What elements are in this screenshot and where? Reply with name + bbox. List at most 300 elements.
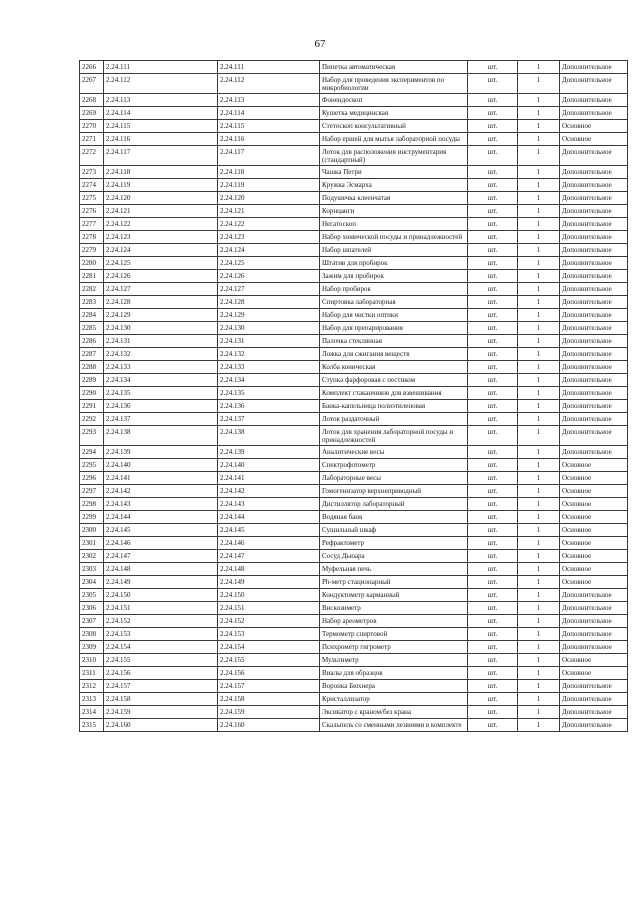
quantity-cell: 1 (518, 693, 560, 706)
table-row (80, 511, 628, 524)
item-code-cell: 2.24.152 (104, 615, 218, 628)
row-number-cell: 2309 (80, 641, 104, 654)
item-name-cell: Стетоскоп консультативный (320, 120, 468, 133)
item-code-duplicate-cell: 2.24.125 (218, 257, 320, 270)
unit-cell: шт. (468, 120, 518, 133)
row-number-cell: 2271 (80, 133, 104, 146)
table-row (80, 446, 628, 459)
item-code-duplicate-cell: 2.24.120 (218, 192, 320, 205)
item-code-duplicate-cell: 2.24.158 (218, 693, 320, 706)
table-row (80, 485, 628, 498)
unit-cell: шт. (468, 218, 518, 231)
category-cell: Дополнительное (560, 205, 628, 218)
item-code-cell: 2.24.126 (104, 270, 218, 283)
item-name-cell: Подушечка клеенчатая (320, 192, 468, 205)
category-cell: Дополнительное (560, 602, 628, 615)
unit-cell: шт. (468, 257, 518, 270)
item-code-cell: 2.24.120 (104, 192, 218, 205)
table-row (80, 524, 628, 537)
quantity-cell: 1 (518, 426, 560, 446)
quantity-cell: 1 (518, 361, 560, 374)
row-number-cell: 2314 (80, 706, 104, 719)
table-row (80, 426, 628, 446)
table-row (80, 602, 628, 615)
item-code-cell: 2.24.125 (104, 257, 218, 270)
item-code-duplicate-cell: 2.24.138 (218, 426, 320, 446)
table-row (80, 120, 628, 133)
item-code-duplicate-cell: 2.24.153 (218, 628, 320, 641)
quantity-cell: 1 (518, 94, 560, 107)
item-code-duplicate-cell: 2.24.154 (218, 641, 320, 654)
unit-cell: шт. (468, 244, 518, 257)
category-cell: Основное (560, 133, 628, 146)
category-cell: Дополнительное (560, 244, 628, 257)
item-name-cell: Водяная баня (320, 511, 468, 524)
equipment-table (79, 60, 628, 732)
unit-cell: шт. (468, 446, 518, 459)
item-name-cell: Муфельная печь (320, 563, 468, 576)
unit-cell: шт. (468, 270, 518, 283)
item-name-cell: Кондуктометр карманный (320, 589, 468, 602)
category-cell: Дополнительное (560, 361, 628, 374)
quantity-cell: 1 (518, 576, 560, 589)
item-name-cell: Скальпель со сменными лезвиями в комплекте (320, 719, 468, 732)
category-cell: Дополнительное (560, 231, 628, 244)
item-code-cell: 2.24.150 (104, 589, 218, 602)
item-name-cell: Аналитические весы (320, 446, 468, 459)
quantity-cell: 1 (518, 563, 560, 576)
table-row (80, 615, 628, 628)
category-cell: Основное (560, 120, 628, 133)
item-code-duplicate-cell: 2.24.130 (218, 322, 320, 335)
quantity-cell: 1 (518, 205, 560, 218)
row-number-cell: 2304 (80, 576, 104, 589)
unit-cell: шт. (468, 146, 518, 166)
category-cell: Дополнительное (560, 387, 628, 400)
quantity-cell: 1 (518, 133, 560, 146)
table-row (80, 205, 628, 218)
quantity-cell: 1 (518, 524, 560, 537)
unit-cell: шт. (468, 706, 518, 719)
unit-cell: шт. (468, 576, 518, 589)
unit-cell: шт. (468, 166, 518, 179)
item-code-duplicate-cell: 2.24.147 (218, 550, 320, 563)
quantity-cell: 1 (518, 146, 560, 166)
category-cell: Основное (560, 498, 628, 511)
row-number-cell: 2312 (80, 680, 104, 693)
item-name-cell: Вискозиметр (320, 602, 468, 615)
item-name-cell: Сосуд Дьюара (320, 550, 468, 563)
unit-cell: шт. (468, 133, 518, 146)
item-name-cell: Воронка Бюхнера (320, 680, 468, 693)
item-code-cell: 2.24.145 (104, 524, 218, 537)
item-name-cell: Ложка для сжигания веществ (320, 348, 468, 361)
quantity-cell: 1 (518, 218, 560, 231)
item-code-duplicate-cell: 2.24.140 (218, 459, 320, 472)
item-code-duplicate-cell: 2.24.132 (218, 348, 320, 361)
quantity-cell: 1 (518, 706, 560, 719)
row-number-cell: 2297 (80, 485, 104, 498)
unit-cell: шт. (468, 537, 518, 550)
item-code-cell: 2.24.132 (104, 348, 218, 361)
table-row (80, 589, 628, 602)
category-cell: Дополнительное (560, 680, 628, 693)
category-cell: Дополнительное (560, 615, 628, 628)
table-row (80, 74, 628, 94)
item-code-duplicate-cell: 2.24.160 (218, 719, 320, 732)
row-number-cell: 2298 (80, 498, 104, 511)
unit-cell: шт. (468, 231, 518, 244)
quantity-cell: 1 (518, 107, 560, 120)
unit-cell: шт. (468, 426, 518, 446)
table-row (80, 387, 628, 400)
item-code-duplicate-cell: 2.24.119 (218, 179, 320, 192)
item-code-cell: 2.24.156 (104, 667, 218, 680)
item-code-cell: 2.24.158 (104, 693, 218, 706)
item-code-duplicate-cell: 2.24.155 (218, 654, 320, 667)
unit-cell: шт. (468, 205, 518, 218)
unit-cell: шт. (468, 179, 518, 192)
unit-cell: шт. (468, 524, 518, 537)
unit-cell: шт. (468, 602, 518, 615)
item-code-duplicate-cell: 2.24.144 (218, 511, 320, 524)
quantity-cell: 1 (518, 485, 560, 498)
item-name-cell: Виалы для образцов (320, 667, 468, 680)
row-number-cell: 2270 (80, 120, 104, 133)
item-code-duplicate-cell: 2.24.124 (218, 244, 320, 257)
category-cell: Дополнительное (560, 257, 628, 270)
table-row (80, 719, 628, 732)
item-code-cell: 2.24.143 (104, 498, 218, 511)
row-number-cell: 2295 (80, 459, 104, 472)
category-cell: Дополнительное (560, 413, 628, 426)
unit-cell: шт. (468, 550, 518, 563)
item-code-cell: 2.24.116 (104, 133, 218, 146)
row-number-cell: 2280 (80, 257, 104, 270)
table-row (80, 296, 628, 309)
table-row (80, 563, 628, 576)
unit-cell: шт. (468, 361, 518, 374)
item-name-cell: Лоток для расположения инструментария (стандартный) (320, 146, 468, 166)
row-number-cell: 2266 (80, 61, 104, 74)
unit-cell: шт. (468, 680, 518, 693)
row-number-cell: 2294 (80, 446, 104, 459)
row-number-cell: 2275 (80, 192, 104, 205)
item-code-cell: 2.24.111 (104, 61, 218, 74)
quantity-cell: 1 (518, 348, 560, 361)
quantity-cell: 1 (518, 374, 560, 387)
quantity-cell: 1 (518, 257, 560, 270)
item-name-cell: Набор ареометров (320, 615, 468, 628)
item-name-cell: Психрометр гигрометр (320, 641, 468, 654)
category-cell: Дополнительное (560, 589, 628, 602)
quantity-cell: 1 (518, 166, 560, 179)
item-code-cell: 2.24.159 (104, 706, 218, 719)
category-cell: Дополнительное (560, 426, 628, 446)
item-code-duplicate-cell: 2.24.145 (218, 524, 320, 537)
item-code-duplicate-cell: 2.24.143 (218, 498, 320, 511)
table-row (80, 231, 628, 244)
item-code-cell: 2.24.141 (104, 472, 218, 485)
item-code-duplicate-cell: 2.24.134 (218, 374, 320, 387)
unit-cell: шт. (468, 61, 518, 74)
item-name-cell: Лоток для хранения лабораторной посуды и принадлежностей (320, 426, 468, 446)
quantity-cell: 1 (518, 400, 560, 413)
item-name-cell: Набор ершей для мытья лабораторной посуды (320, 133, 468, 146)
row-number-cell: 2293 (80, 426, 104, 446)
table-row (80, 641, 628, 654)
item-name-cell: Фонендоскоп (320, 94, 468, 107)
item-name-cell: Банка-капельница полиэтиленовая (320, 400, 468, 413)
row-number-cell: 2267 (80, 74, 104, 94)
item-code-duplicate-cell: 2.24.150 (218, 589, 320, 602)
item-code-cell: 2.24.160 (104, 719, 218, 732)
row-number-cell: 2311 (80, 667, 104, 680)
category-cell: Дополнительное (560, 693, 628, 706)
quantity-cell: 1 (518, 550, 560, 563)
item-code-cell: 2.24.155 (104, 654, 218, 667)
unit-cell: шт. (468, 296, 518, 309)
item-name-cell: Набор шпателей (320, 244, 468, 257)
item-code-cell: 2.24.136 (104, 400, 218, 413)
item-name-cell: Дистиллятор лабораторный (320, 498, 468, 511)
row-number-cell: 2287 (80, 348, 104, 361)
unit-cell: шт. (468, 641, 518, 654)
item-code-duplicate-cell: 2.24.135 (218, 387, 320, 400)
table-row (80, 576, 628, 589)
row-number-cell: 2310 (80, 654, 104, 667)
item-code-cell: 2.24.117 (104, 146, 218, 166)
table-row (80, 693, 628, 706)
quantity-cell: 1 (518, 61, 560, 74)
row-number-cell: 2283 (80, 296, 104, 309)
item-code-cell: 2.24.119 (104, 179, 218, 192)
unit-cell: шт. (468, 283, 518, 296)
item-code-duplicate-cell: 2.24.146 (218, 537, 320, 550)
row-number-cell: 2282 (80, 283, 104, 296)
item-name-cell: Комплект стаканчиков для взвешивания (320, 387, 468, 400)
unit-cell: шт. (468, 472, 518, 485)
unit-cell: шт. (468, 654, 518, 667)
item-name-cell: Зажим для пробирок (320, 270, 468, 283)
row-number-cell: 2279 (80, 244, 104, 257)
quantity-cell: 1 (518, 322, 560, 335)
row-number-cell: 2285 (80, 322, 104, 335)
quantity-cell: 1 (518, 244, 560, 257)
item-name-cell: Спиртовка лабораторная (320, 296, 468, 309)
item-code-duplicate-cell: 2.24.114 (218, 107, 320, 120)
category-cell: Дополнительное (560, 446, 628, 459)
item-code-duplicate-cell: 2.24.141 (218, 472, 320, 485)
table-row (80, 166, 628, 179)
quantity-cell: 1 (518, 459, 560, 472)
row-number-cell: 2308 (80, 628, 104, 641)
quantity-cell: 1 (518, 283, 560, 296)
row-number-cell: 2300 (80, 524, 104, 537)
category-cell: Дополнительное (560, 628, 628, 641)
quantity-cell: 1 (518, 719, 560, 732)
unit-cell: шт. (468, 94, 518, 107)
item-code-cell: 2.24.112 (104, 74, 218, 94)
item-code-cell: 2.24.148 (104, 563, 218, 576)
item-code-cell: 2.24.135 (104, 387, 218, 400)
item-name-cell: Штатив для пробирок (320, 257, 468, 270)
category-cell: Основное (560, 485, 628, 498)
item-code-cell: 2.24.114 (104, 107, 218, 120)
table-row (80, 374, 628, 387)
row-number-cell: 2276 (80, 205, 104, 218)
quantity-cell: 1 (518, 120, 560, 133)
unit-cell: шт. (468, 628, 518, 641)
category-cell: Дополнительное (560, 61, 628, 74)
item-code-duplicate-cell: 2.24.159 (218, 706, 320, 719)
unit-cell: шт. (468, 719, 518, 732)
table-row (80, 680, 628, 693)
item-code-cell: 2.24.124 (104, 244, 218, 257)
item-name-cell: Гомогенизатор верхнеприводный (320, 485, 468, 498)
quantity-cell: 1 (518, 615, 560, 628)
item-name-cell: Набор для чистки оптики (320, 309, 468, 322)
category-cell: Основное (560, 667, 628, 680)
row-number-cell: 2315 (80, 719, 104, 732)
quantity-cell: 1 (518, 602, 560, 615)
table-row (80, 413, 628, 426)
item-code-cell: 2.24.122 (104, 218, 218, 231)
item-code-cell: 2.24.157 (104, 680, 218, 693)
unit-cell: шт. (468, 192, 518, 205)
item-code-cell: 2.24.142 (104, 485, 218, 498)
item-code-duplicate-cell: 2.24.131 (218, 335, 320, 348)
quantity-cell: 1 (518, 667, 560, 680)
quantity-cell: 1 (518, 179, 560, 192)
quantity-cell: 1 (518, 413, 560, 426)
item-code-duplicate-cell: 2.24.128 (218, 296, 320, 309)
quantity-cell: 1 (518, 654, 560, 667)
unit-cell: шт. (468, 485, 518, 498)
unit-cell: шт. (468, 511, 518, 524)
table-row (80, 94, 628, 107)
category-cell: Дополнительное (560, 270, 628, 283)
row-number-cell: 2301 (80, 537, 104, 550)
item-name-cell: Набор для проведения экспериментов по микробиологии (320, 74, 468, 94)
table-row (80, 654, 628, 667)
table-row (80, 61, 628, 74)
table-row (80, 667, 628, 680)
unit-cell: шт. (468, 387, 518, 400)
row-number-cell: 2307 (80, 615, 104, 628)
item-code-duplicate-cell: 2.24.127 (218, 283, 320, 296)
row-number-cell: 2289 (80, 374, 104, 387)
item-code-cell: 2.24.140 (104, 459, 218, 472)
item-name-cell: Термометр спиртовой (320, 628, 468, 641)
table-row (80, 270, 628, 283)
item-code-duplicate-cell: 2.24.113 (218, 94, 320, 107)
item-code-cell: 2.24.151 (104, 602, 218, 615)
category-cell: Основное (560, 537, 628, 550)
category-cell: Дополнительное (560, 192, 628, 205)
table-row (80, 179, 628, 192)
item-name-cell: Спектрофотометр (320, 459, 468, 472)
item-code-duplicate-cell: 2.24.129 (218, 309, 320, 322)
category-cell: Основное (560, 576, 628, 589)
item-code-cell: 2.24.115 (104, 120, 218, 133)
item-code-cell: 2.24.153 (104, 628, 218, 641)
category-cell: Дополнительное (560, 706, 628, 719)
item-code-cell: 2.24.133 (104, 361, 218, 374)
page-number: 67 (314, 38, 326, 50)
row-number-cell: 2273 (80, 166, 104, 179)
item-name-cell: Колба коническая (320, 361, 468, 374)
category-cell: Дополнительное (560, 348, 628, 361)
item-code-cell: 2.24.144 (104, 511, 218, 524)
quantity-cell: 1 (518, 511, 560, 524)
row-number-cell: 2277 (80, 218, 104, 231)
item-code-duplicate-cell: 2.24.149 (218, 576, 320, 589)
item-name-cell: Лоток раздаточный (320, 413, 468, 426)
unit-cell: шт. (468, 335, 518, 348)
item-code-duplicate-cell: 2.24.115 (218, 120, 320, 133)
item-code-cell: 2.24.134 (104, 374, 218, 387)
item-name-cell: Рефрактометр (320, 537, 468, 550)
quantity-cell: 1 (518, 74, 560, 94)
category-cell: Дополнительное (560, 218, 628, 231)
item-code-duplicate-cell: 2.24.118 (218, 166, 320, 179)
item-name-cell: Лабораторные весы (320, 472, 468, 485)
item-code-cell: 2.24.137 (104, 413, 218, 426)
quantity-cell: 1 (518, 472, 560, 485)
item-code-cell: 2.24.127 (104, 283, 218, 296)
category-cell: Дополнительное (560, 641, 628, 654)
item-code-duplicate-cell: 2.24.133 (218, 361, 320, 374)
category-cell: Дополнительное (560, 719, 628, 732)
row-number-cell: 2306 (80, 602, 104, 615)
row-number-cell: 2292 (80, 413, 104, 426)
category-cell: Основное (560, 654, 628, 667)
table-row (80, 107, 628, 120)
quantity-cell: 1 (518, 192, 560, 205)
item-name-cell: Кружка Эсмарха (320, 179, 468, 192)
quantity-cell: 1 (518, 628, 560, 641)
item-code-cell: 2.24.146 (104, 537, 218, 550)
table-row (80, 283, 628, 296)
item-name-cell: Кушетка медицинская (320, 107, 468, 120)
category-cell: Дополнительное (560, 309, 628, 322)
category-cell: Основное (560, 511, 628, 524)
table-row (80, 348, 628, 361)
row-number-cell: 2313 (80, 693, 104, 706)
item-code-duplicate-cell: 2.24.122 (218, 218, 320, 231)
item-code-duplicate-cell: 2.24.142 (218, 485, 320, 498)
category-cell: Дополнительное (560, 296, 628, 309)
table-row (80, 472, 628, 485)
category-cell: Основное (560, 524, 628, 537)
row-number-cell: 2269 (80, 107, 104, 120)
row-number-cell: 2284 (80, 309, 104, 322)
item-code-cell: 2.24.149 (104, 576, 218, 589)
quantity-cell: 1 (518, 387, 560, 400)
category-cell: Дополнительное (560, 166, 628, 179)
item-code-cell: 2.24.123 (104, 231, 218, 244)
table-row (80, 322, 628, 335)
unit-cell: шт. (468, 563, 518, 576)
item-code-duplicate-cell: 2.24.137 (218, 413, 320, 426)
row-number-cell: 2268 (80, 94, 104, 107)
item-name-cell: Ступка фарфоровая с пестиком (320, 374, 468, 387)
table-row (80, 133, 628, 146)
quantity-cell: 1 (518, 335, 560, 348)
item-code-duplicate-cell: 2.24.152 (218, 615, 320, 628)
table-row (80, 459, 628, 472)
